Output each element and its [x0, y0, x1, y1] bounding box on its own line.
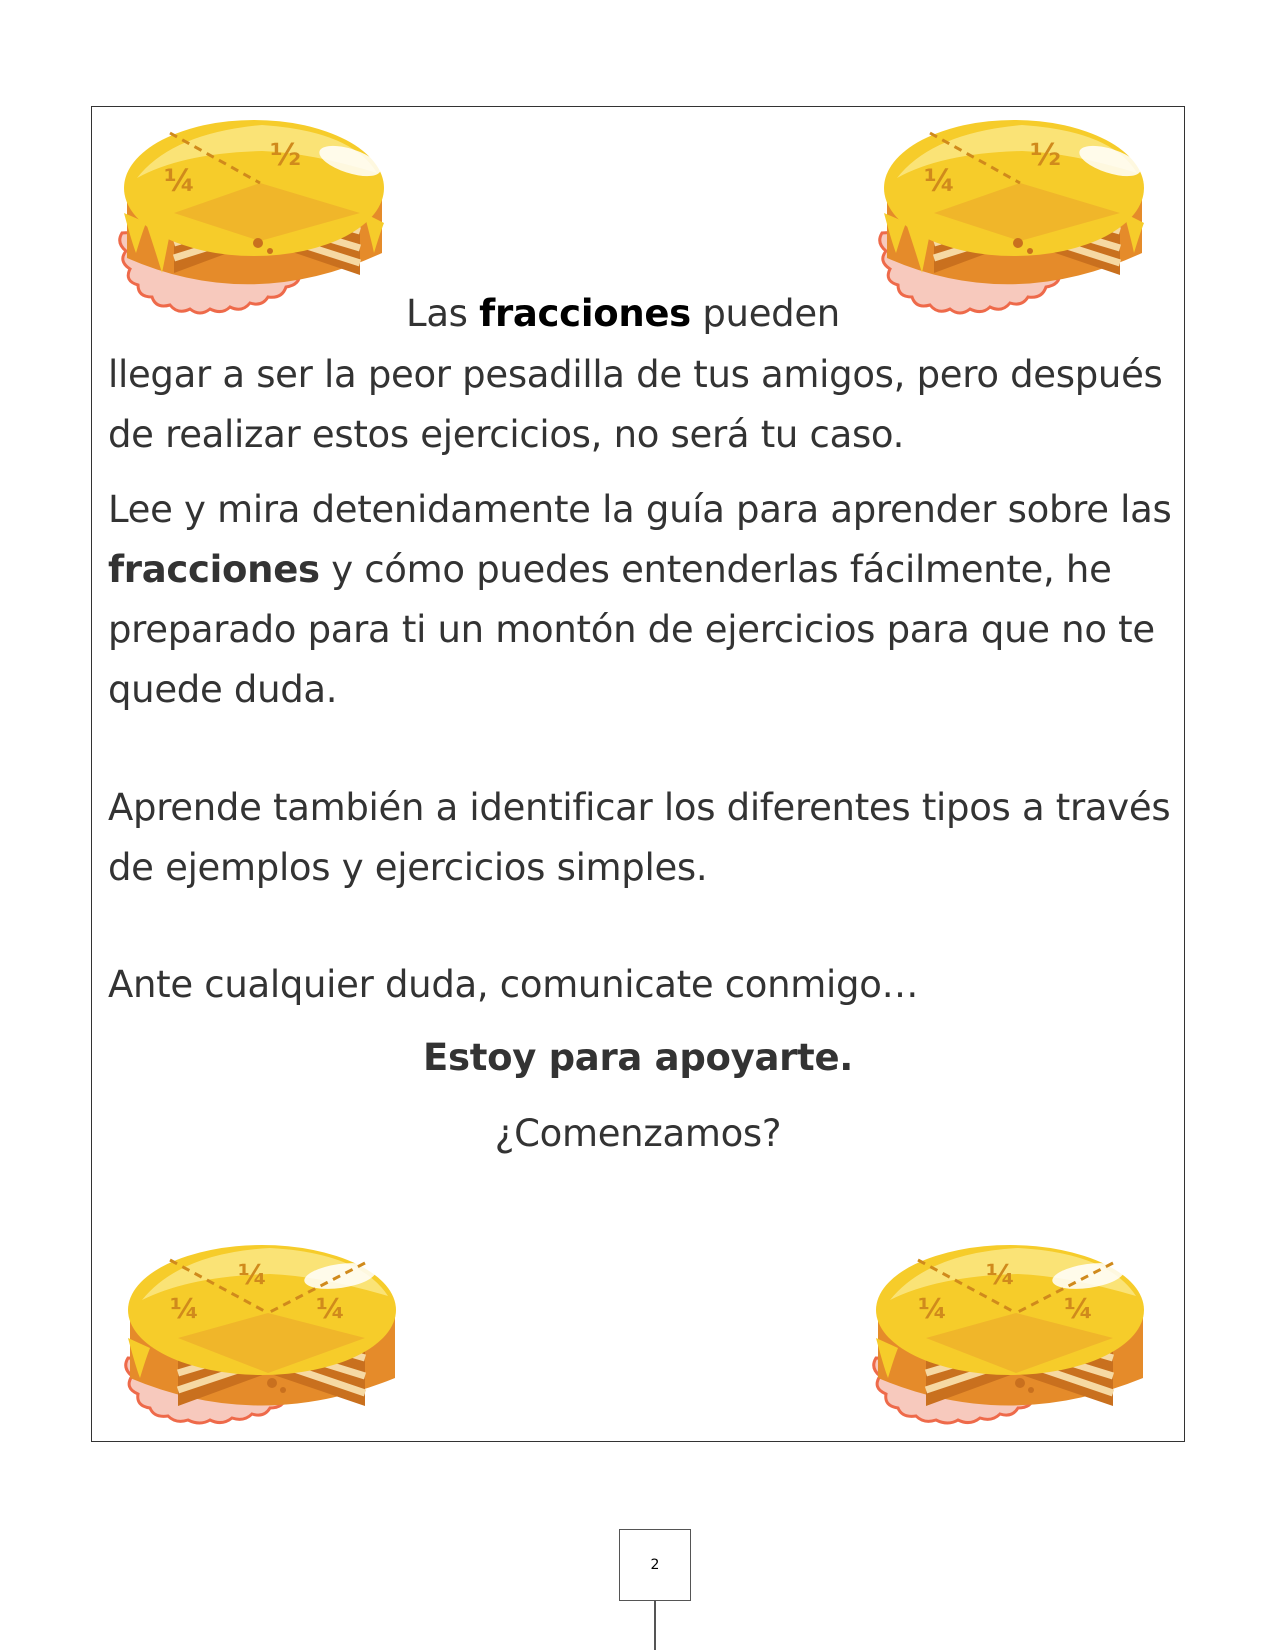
- contact-line: Ante cualquier duda, comunicate conmigo…: [108, 963, 919, 1006]
- cake-label-quarter: ¼: [1064, 1292, 1093, 1325]
- intro-first-line: Las fracciones pueden: [406, 292, 840, 335]
- cake-quarters-image: [868, 1238, 1158, 1428]
- cake-label-quarter: ¼: [316, 1292, 345, 1325]
- page-number-connector: [654, 1601, 656, 1650]
- guide-paragraph: Lee y mira detenidamente la guía para aprender sobre las fracciones y cómo puedes entenderlas fácilmente, he preparado para ti un montón de ejercicios para que no te quede duda.: [108, 488, 1172, 711]
- cake-label-quarter: ¼: [170, 1292, 199, 1325]
- question-line: ¿Comenzamos?: [494, 1112, 782, 1155]
- support-line: Estoy para apoyarte.: [423, 1036, 853, 1079]
- keyword-fracciones: fracciones: [479, 292, 691, 335]
- cake-label-quarter: ¼: [164, 164, 196, 199]
- keyword-fracciones: fracciones: [108, 548, 320, 591]
- cake-quarters-image: [120, 1238, 410, 1428]
- intro-paragraph: llegar a ser la peor pesadilla de tus amigos, pero después de realizar estos ejercicios, no será tu caso.: [108, 353, 1163, 456]
- cake-label-half: ½: [1030, 138, 1062, 173]
- page-number: 2: [619, 1529, 691, 1601]
- cake-label-half: ½: [270, 138, 302, 173]
- cake-half-quarter-image: [112, 113, 402, 323]
- cake-label-quarter: ¼: [238, 1258, 267, 1291]
- cake-half-quarter-image: [872, 113, 1162, 323]
- types-paragraph: Aprende también a identificar los diferentes tipos a través de ejemplos y ejercicios simples.: [108, 786, 1171, 889]
- cake-label-quarter: ¼: [924, 164, 956, 199]
- cake-label-quarter: ¼: [918, 1292, 947, 1325]
- cake-label-quarter: ¼: [986, 1258, 1015, 1291]
